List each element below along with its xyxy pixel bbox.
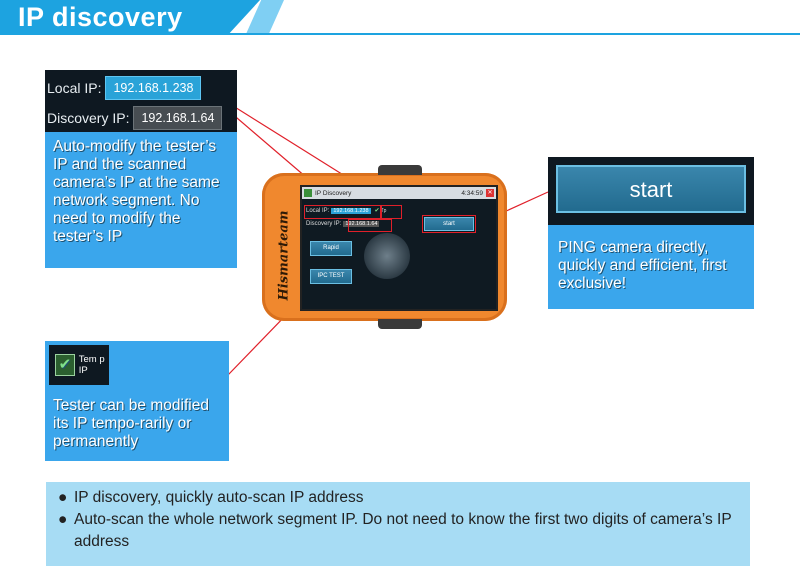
screen-ipc-test-button[interactable]: IPC TEST — [310, 269, 352, 284]
device-screen — [300, 185, 498, 311]
screen-discovery-ip-label: Discovery IP: — [306, 221, 342, 227]
highlight-local-ip — [304, 205, 382, 219]
ip-settings-panel — [45, 70, 237, 132]
start-panel — [548, 157, 754, 225]
app-icon — [304, 189, 312, 197]
device-bottom-button — [378, 319, 422, 329]
screen-temp-checkbox-icon[interactable]: ✔ — [374, 208, 380, 214]
discovery-ip-label: Discovery IP: — [47, 110, 130, 126]
close-icon[interactable]: ✕ — [487, 190, 493, 196]
temp-ip-panel — [49, 345, 109, 385]
info-bullet-1-text: IP discovery, quickly auto-scan IP address — [74, 489, 364, 506]
callout-local-ip — [45, 70, 237, 268]
screen-title: IP Discovery — [315, 189, 352, 197]
screen-local-ip-label: Local IP: — [306, 207, 330, 214]
temp-ip-label: Tem p IP — [78, 354, 105, 376]
info-bullet-2 — [58, 509, 740, 553]
device-brand-logo: Hismarteam — [276, 210, 292, 301]
bullet-icon: ● — [58, 489, 68, 506]
screen-titlebar — [302, 187, 496, 199]
callout-start-text: PING camera directly, quickly and efficient, first exclusive! — [558, 239, 727, 292]
info-bullet-1 — [58, 487, 740, 509]
screen-local-ip-field[interactable]: 192.168.1.238 — [333, 207, 369, 214]
screen-discovery-ip-field[interactable]: 192.168.1.64 — [345, 221, 378, 227]
screen-start-button[interactable]: start — [424, 217, 474, 231]
tester-device — [262, 173, 507, 321]
info-box — [46, 482, 750, 566]
device-top-button — [378, 165, 422, 175]
callout-temp-ip — [45, 341, 229, 461]
screen-rapid-button[interactable]: Rapid — [310, 241, 352, 256]
screen-time: 4:34:59 — [461, 189, 483, 197]
screen-temp-label: Tp — [380, 207, 387, 214]
local-ip-label: Local IP: — [47, 80, 102, 96]
radar-scan-graphic — [364, 233, 410, 279]
callout-temp-text: Tester can be modified its IP tempo-rarily or permanently — [53, 397, 209, 450]
start-button-zoom: start — [556, 165, 746, 213]
local-ip-field: 192.168.1.238 — [105, 76, 201, 100]
page-title: IP discovery — [18, 2, 183, 32]
highlight-discovery-ip — [348, 219, 392, 232]
discovery-ip-field: 192.168.1.64 — [133, 106, 222, 130]
highlight-temp-checkbox — [380, 205, 402, 219]
callout-start — [548, 157, 754, 309]
highlight-start-button — [422, 215, 476, 233]
info-bullet-2-text: Auto-scan the whole network segment IP. Do not need to know the first two digits of camera’s IP address — [74, 511, 732, 550]
checkmark-icon: ✔ — [55, 354, 75, 376]
callout-ip-text: Auto-modify the tester’s IP and the scanned camera’s IP at the same network segment. No need to modify the tester’s IP — [53, 138, 220, 245]
bullet-icon: ● — [58, 511, 68, 528]
